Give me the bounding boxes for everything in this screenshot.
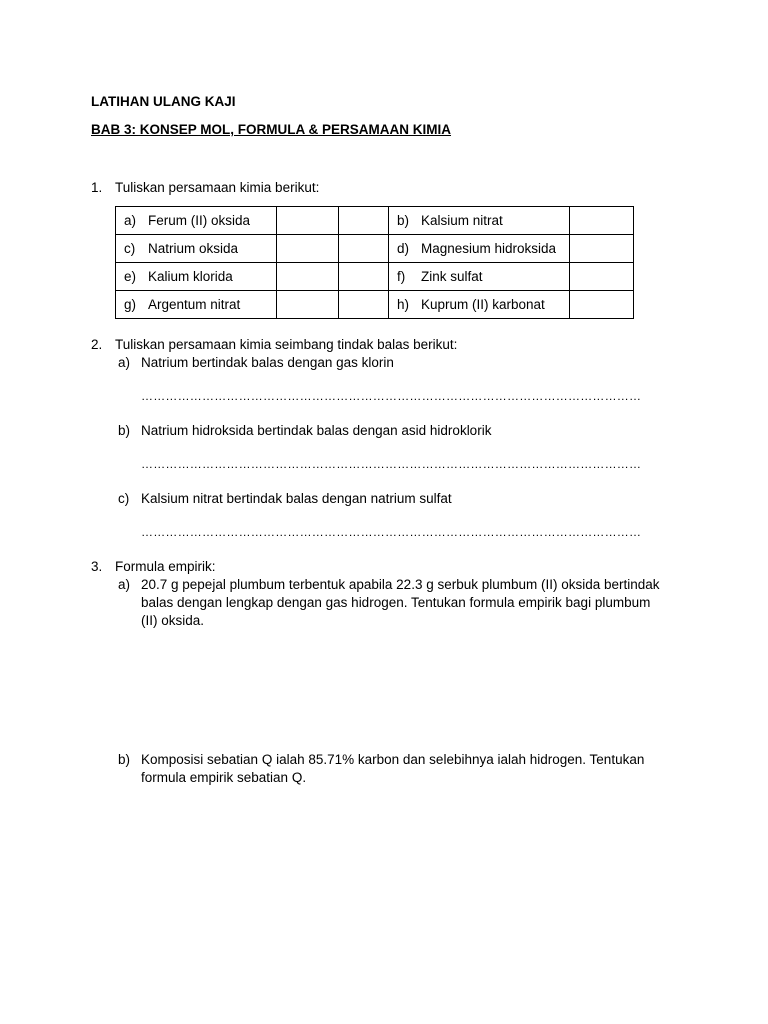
compound-cell: b) Kalsium nitrat xyxy=(389,207,570,235)
chapter-heading: BAB 3: KONSEP MOL, FORMULA & PERSAMAAN KIMIA xyxy=(91,122,452,137)
compound-cell: g) Argentum nitrat xyxy=(116,291,277,319)
q2c-answer-line[interactable]: …………………………………………………………………………………………………………… xyxy=(141,525,642,539)
q3b-line1: Komposisi sebatian Q ialah 85.71% karbon dan selebihnya ialah hidrogen. Tentukan xyxy=(141,752,645,767)
answer-cell[interactable] xyxy=(277,207,339,235)
answer-cell[interactable] xyxy=(277,235,339,263)
answer-cell[interactable] xyxy=(570,235,634,263)
worksheet-title: LATIHAN ULANG KAJI xyxy=(91,94,236,109)
compound-cell: h) Kuprum (II) karbonat xyxy=(389,291,570,319)
answer-cell[interactable] xyxy=(277,291,339,319)
q3-text: Formula empirik: xyxy=(115,559,216,574)
compound-cell: f) Zink sulfat xyxy=(389,263,570,291)
q3b-line2: formula empirik sebatian Q. xyxy=(141,770,307,785)
answer-cell[interactable] xyxy=(339,291,389,319)
table-row xyxy=(116,235,634,263)
q3a-line1: 20.7 g pepejal plumbum terbentuk apabila 22.3 g serbuk plumbum (II) oksida bertindak xyxy=(141,577,660,592)
q3a-letter: a) xyxy=(118,577,131,592)
compound-cell: c) Natrium oksida xyxy=(116,235,277,263)
q3a-line2: balas dengan lengkap dengan gas hidrogen. Tentukan formula empirik bagi plumbum xyxy=(141,595,651,610)
q3a-line3: (II) oksida. xyxy=(141,613,205,628)
q3-number: 3. xyxy=(91,559,103,574)
q2b-text: Natrium hidroksida bertindak balas dengan asid hidroklorik xyxy=(141,423,492,438)
q2-number: 2. xyxy=(91,337,103,352)
q2-text: Tuliskan persamaan kimia seimbang tindak balas berikut: xyxy=(115,337,458,352)
q2a-letter: a) xyxy=(118,355,131,370)
q2b-letter: b) xyxy=(118,423,131,438)
q2b-answer-line[interactable]: …………………………………………………………………………………………………………… xyxy=(141,457,642,471)
q2c-text: Kalsium nitrat bertindak balas dengan natrium sulfat xyxy=(141,491,452,506)
table-row xyxy=(116,291,634,319)
answer-cell[interactable] xyxy=(339,235,389,263)
q2a-answer-line[interactable]: …………………………………………………………………………………………………………… xyxy=(141,389,642,403)
compound-cell: e) Kalium klorida xyxy=(116,263,277,291)
answer-cell[interactable] xyxy=(570,263,634,291)
compound-cell: a) Ferum (II) oksida xyxy=(116,207,277,235)
q1-text: Tuliskan persamaan kimia berikut: xyxy=(115,180,320,195)
answer-cell[interactable] xyxy=(570,207,634,235)
q2a-text: Natrium bertindak balas dengan gas klorin xyxy=(141,355,394,370)
q2c-letter: c) xyxy=(118,491,130,506)
answer-cell[interactable] xyxy=(277,263,339,291)
answer-cell[interactable] xyxy=(339,207,389,235)
q1-number: 1. xyxy=(91,180,103,195)
compound-table xyxy=(115,206,634,319)
q3b-letter: b) xyxy=(118,752,131,767)
compound-cell: d) Magnesium hidroksida xyxy=(389,235,570,263)
table-row xyxy=(116,263,634,291)
table-row xyxy=(116,207,634,235)
answer-cell[interactable] xyxy=(570,291,634,319)
answer-cell[interactable] xyxy=(339,263,389,291)
